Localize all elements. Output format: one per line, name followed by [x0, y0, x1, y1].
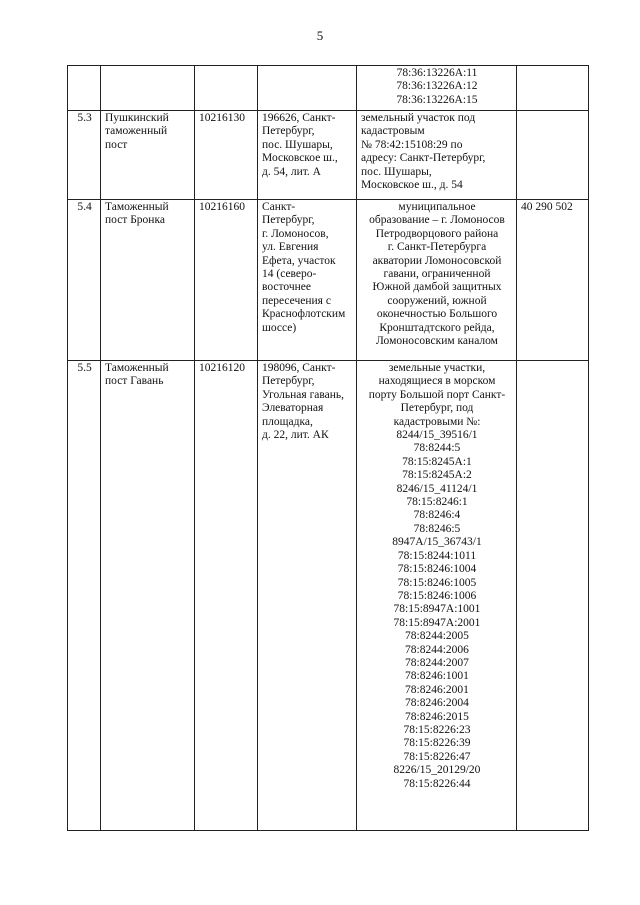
- description-line: оконечностью Большого: [376, 308, 498, 321]
- description-line: 78:15:8226:23: [403, 723, 471, 736]
- table-row: [68, 66, 589, 111]
- address-line: Петербург,: [262, 125, 315, 138]
- description-line: Ломоносовским каналом: [376, 335, 498, 348]
- oktmo-code: [517, 361, 589, 831]
- description-line: 78:15:8226:39: [403, 737, 471, 750]
- customs-post-name: [101, 66, 195, 111]
- description-line: 8947А/15_36743/1: [392, 536, 482, 549]
- customs-post-name: Таможенный пост Гавань: [101, 361, 195, 831]
- address-line: Санкт-: [262, 201, 296, 213]
- row-number: 5.5: [68, 361, 101, 831]
- description-line: 78:15:8226:44: [403, 777, 471, 790]
- address-line: Краснофлотским: [262, 308, 346, 321]
- description-line: находящиеся в морском: [378, 375, 496, 388]
- customs-post-code: 10216130: [195, 111, 258, 200]
- oktmo-code: [517, 111, 589, 200]
- description-line: муниципальное: [398, 201, 476, 213]
- territory-description: [357, 66, 517, 111]
- table-row: [68, 361, 589, 831]
- description-line: 78:8246:2015: [405, 710, 469, 723]
- address-line: шоссе): [262, 321, 297, 334]
- customs-post-name: Пушкинский таможенный пост: [101, 111, 195, 200]
- description-line: 8244/15_39516/1: [396, 429, 478, 442]
- description-line: Петродворцового района: [375, 227, 499, 240]
- customs-post-address: [258, 361, 357, 831]
- address-line: Ефета, участок: [262, 254, 336, 267]
- address-line: д. 54, лит. А: [262, 165, 321, 178]
- description-line: 78:15:8246:1005: [397, 576, 477, 589]
- description-line: Южной дамбой защитных: [372, 281, 502, 294]
- description-line: 78:15:8245А:2: [402, 469, 472, 482]
- description-line: 78:15:8245А:1: [402, 455, 472, 468]
- description-line: 78:15:8226:47: [403, 750, 471, 763]
- description-line: 8246/15_41124/1: [396, 482, 478, 495]
- customs-post-address: [258, 200, 357, 361]
- customs-post-code: [195, 66, 258, 111]
- description-line: № 78:42:15108:29 по: [361, 138, 463, 151]
- description-line: земельный участок под: [361, 112, 476, 124]
- address-line: Элеваторная: [262, 402, 324, 415]
- description-line: 78:15:8246:1006: [397, 589, 477, 602]
- description-line: пос. Шушары,: [361, 165, 432, 178]
- description-line: 78:15:8246:1004: [397, 563, 477, 576]
- description-line: адресу: Санкт-Петербург,: [361, 152, 486, 165]
- description-line: 78:8246:2001: [405, 683, 469, 696]
- description-line: 78:15:8947А:2001: [393, 616, 481, 629]
- row-number: 5.4: [68, 200, 101, 361]
- row-number: 5.3: [68, 111, 101, 200]
- description-line: г. Санкт-Петербурга: [387, 241, 487, 254]
- territory-description: [357, 361, 517, 831]
- description-line: порту Большой порт Санкт-: [368, 388, 506, 401]
- description-line: 78:8246:4: [413, 509, 461, 522]
- customs-post-address: [258, 111, 357, 200]
- description-line: земельные участки,: [388, 362, 486, 374]
- description-line: 78:15:8947А:1001: [393, 603, 481, 616]
- address-line: пос. Шушары,: [262, 138, 333, 151]
- description-line: кадастровыми №:: [393, 415, 481, 428]
- description-line: кадастровым: [361, 125, 425, 138]
- address-line: восточнее: [262, 281, 311, 294]
- description-line: 78:8246:1001: [405, 670, 469, 683]
- description-line: 78:15:8244:1011: [397, 549, 477, 562]
- address-line: Петербург,: [262, 214, 315, 227]
- oktmo-code: 40 290 502: [517, 200, 589, 361]
- customs-post-name: Таможенный пост Бронка: [101, 200, 195, 361]
- address-line: 198096, Санкт-: [262, 362, 336, 374]
- address-line: Угольная гавань,: [262, 388, 345, 401]
- description-line: акватории Ломоносовской: [372, 254, 502, 267]
- description-line: 78:36:13226А:12: [396, 80, 478, 93]
- customs-post-code: 10216120: [195, 361, 258, 831]
- address-line: ул. Евгения: [262, 241, 319, 254]
- oktmo-code: [517, 66, 589, 111]
- address-line: площадка,: [262, 415, 313, 428]
- description-line: 78:36:13226А:15: [396, 93, 478, 106]
- address-line: 14 (северо-: [262, 268, 317, 281]
- page-number: 5: [316, 28, 324, 43]
- description-line: 78:8244:2005: [405, 630, 469, 643]
- table-row: [68, 111, 589, 200]
- customs-post-address: [258, 66, 357, 111]
- customs-post-code: 10216160: [195, 200, 258, 361]
- territory-description: [357, 200, 517, 361]
- description-line: гавани, ограниченной: [383, 268, 491, 281]
- description-line: 78:8244:5: [413, 442, 461, 455]
- row-number: [68, 66, 101, 111]
- description-line: 78:15:8246:1: [406, 496, 468, 509]
- description-line: сооружений, южной: [387, 294, 487, 307]
- address-line: Петербург,: [262, 375, 315, 388]
- address-line: 196626, Санкт-: [262, 112, 336, 124]
- description-line: 78:36:13226А:11: [396, 67, 478, 79]
- description-line: 78:8244:2006: [405, 643, 469, 656]
- description-line: 8226/15_20129/20: [393, 764, 481, 777]
- address-line: г. Ломоносов,: [262, 227, 329, 240]
- description-line: Московское ш., д. 54: [361, 179, 463, 192]
- table-row: [68, 200, 589, 361]
- address-line: д. 22, лит. АК: [262, 429, 329, 442]
- description-line: Петербург, под: [400, 402, 474, 415]
- description-line: 78:8246:2004: [405, 697, 469, 710]
- territory-description: [357, 111, 517, 200]
- address-line: пересечения с: [262, 294, 331, 307]
- description-line: 78:8244:2007: [405, 656, 469, 669]
- description-line: Кронштадтского рейда,: [379, 321, 495, 334]
- description-line: 78:8246:5: [413, 522, 461, 535]
- description-line: образование – г. Ломоносов: [369, 214, 505, 227]
- customs-posts-table: [67, 65, 589, 831]
- address-line: Московское ш.,: [262, 152, 338, 165]
